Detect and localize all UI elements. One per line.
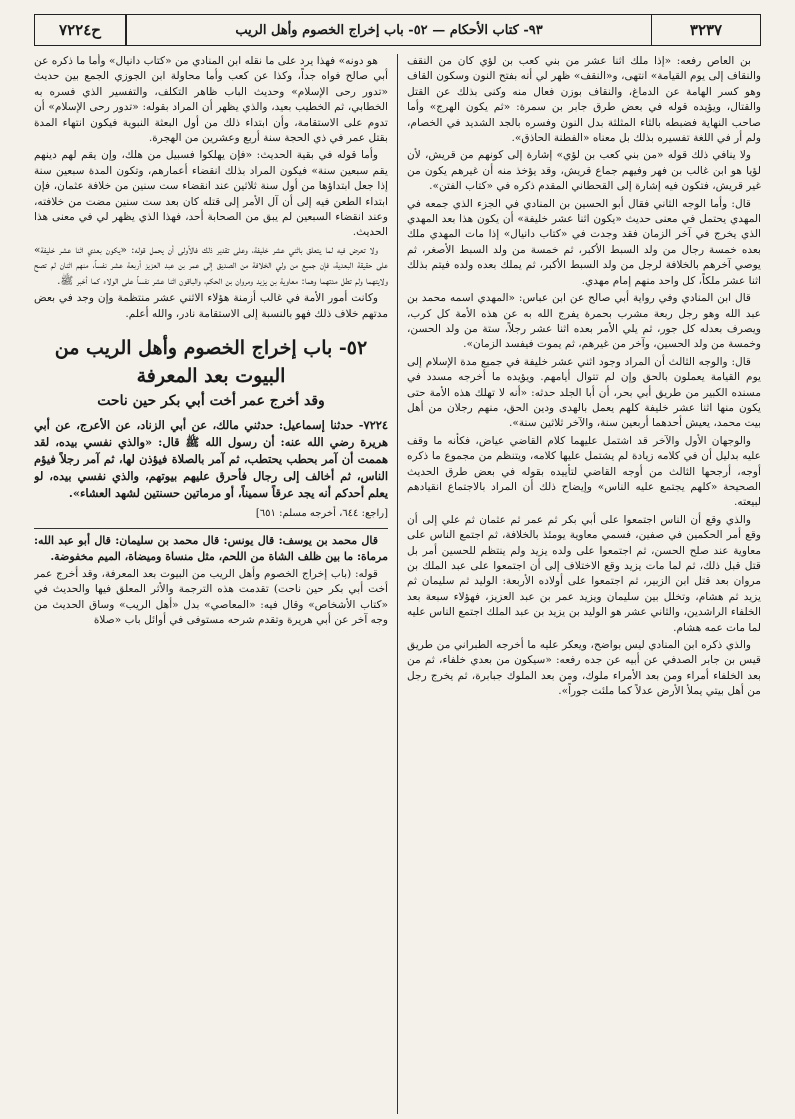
paragraph: وأما قوله في بقية الحديث: «فإن يهلكوا فسبيل من هلك، وإن يقم لهم دينهم يقم سبعين سنة» فيكون المراد بذلك انقضاء أعمارهم، وتكون المدة سبعين سنة إذا جعل ابتداؤها من أول سنة ثلاثين عند انقضاء ست سنين من خلافة عثمان، فإن ابتداء الطعن فيه إلى أن آل الأمر إلى قتله كان بعد ست سنين مضت من خلافته، وعند انقضاء السبعين لم يبق من الصحابة أحد، فهذا الذي يظهر لي في معنى هذا الحديث. (34, 149, 388, 239)
paragraph: قال: والوجه الثالث أن المراد وجود اثني عشر خليفة في جميع مدة الإسلام إلى يوم القيامة يعملون بالحق وإن لم تتوال أيامهم. ويؤيده ما أخرجه مسدد في مسنده الكبير من طريق أبي بحر، أن أبا الجلد حدثه: «أنه لا تهلك هذه الأمة حتى يكون منها اثنا عشر خليفة كلهم يعمل بالهدى ودين الحق، منهم رجلان من أهل بيت محمد، يعيش أحدهما أربعين سنة، والآخر ثلاثين سنة». (407, 355, 761, 430)
note: قال محمد بن يوسف: قال يونس: قال محمد بن سليمان: قال أبو عبد الله: مرماة: ما بين ظلف الشاة من اللحم، مثل منساة وميضاة، الميم مخفوضة. (34, 533, 388, 563)
divider-rule (34, 528, 388, 529)
paragraph: وكانت أمور الأمة في غالب أزمنة هؤلاء الاثني عشر منتظمة وإن وجد في بعض مدتهم خلاف ذلك فهو بالنسبة إلى الاستقامة نادر، والله أعلم. (34, 292, 388, 320)
page-header (34, 14, 761, 46)
running-title: ٩٣- كتاب الأحكام — ٥٢- باب إخراج الخصوم وأهل الريب (126, 15, 651, 45)
paragraph: ولا تعرض فيه لما يتعلق باثني عشر خليفة، وعلى تقدير ذلك فالأولى أن يحمل قوله: «يكون بعدي اثنا عشر خليفة» على حقيقة البعدية، فإن جميع من ولي الخلافة من الصديق إلى عمر بن عبد العزيز أربعة عشر نفساً، منهم اثنان لم تصح ولايتهما ولم تطل مدتهما وهما: معاوية بن يزيد ومروان بن الحكم، والباقون اثنا عشر نفساً على الولاء كما أخبر ﷺ. (34, 243, 388, 287)
column-divider (397, 54, 398, 1114)
chapter-title: ٥٢- باب إخراج الخصوم وأهل الريب من البيوت بعد المعرفة (54, 336, 368, 387)
commentary: قوله: (باب إخراج الخصوم وأهل الريب من البيوت بعد المعرفة، وقد أخرج عمر أخت أبي بكر حين ناحت) تقدمت هذه الترجمة والأثر المعلق فيها والحديث في «كتاب الأشخاص» وقال فيه: «المعاصي» بدل «أهل الريب» وساق الحديث من وجه آخر عن أبي هريرة وتقدم شرحه مستوفى في أوائل باب «صلاة (34, 567, 388, 626)
paragraph: قال: وأما الوجه الثاني فقال أبو الحسين بن المنادي في الجزء الذي جمعه في المهدي يحتمل في معنى حديث «يكون اثنا عشر خليفة» أن يكون هذا بعد المهدي الذي يخرج في آخر الزمان فقد وجدت في «كتاب دانيال» إذا مات المهدي ملك بعده خمسة رجال من ولد السبط الأكبر، ثم خمسة من ولد السبط الأصغر، ثم يوصي آخرهم بالخلافة لرجل من ولد السبط الأكبر، ثم يملك بعده ولده فيتم بذلك اثنا عشر ملكاً، كل واحد منهم إمام مهدي. (407, 197, 761, 287)
hadith-text: ٧٢٢٤- حدثنا إسماعيل: حدثني مالك، عن أبي الزناد، عن الأعرج، عن أبي هريرة رضي الله عنه: أن رسول الله ﷺ قال: «والذي نفسي بيده، لقد هممت أن آمر بحطب يحتطب، ثم آمر بالصلاة فيؤذن لها، ثم آمر رجلاً فيؤم الناس، ثم أخالف إلى رجال فأحرق عليهم بيوتهم، والذي نفسي بيده، لو يعلم أحدكم أنه يجد عرقاً سميناً، أو مرماتين حسنتين لشهد العشاء». (34, 418, 388, 501)
page-number: ٣٢٣٧ (651, 15, 760, 45)
paragraph: هو دونه» فهذا يرد على ما نقله ابن المنادي من «كتاب دانيال» وأما ما ذكره عن أبي صالح فواه جداً، وكذا عن كعب وأما محاولة ابن الجوزي الجمع بين حديث «تدور رحى الإسلام» وحديث الباب ظاهر التكلف، والتفسير الذي فسره به الخطابي، ثم الخطيب بعيد، والذي يظهر أن المراد بقوله: «تدور رحى الإسلام» أن تدوم على الاستقامة، وأن ابتداء ذلك من أول البعثة النبوية فيكون انتهاء المدة بقتل عمر في ذي الحجة سنة أربع وعشرين من الهجرة. (34, 55, 388, 145)
paragraph: ولا ينافي ذلك قوله «من بني كعب بن لؤي» إشارة إلى كونهم من قريش، لأن لؤيا هو ابن غالب بن فهر وفيهم جماع قريش، وقد يؤخذ منه أن غيرهم يكون من غير قريش، فتكون فيه إشارة إلى القحطاني المقدم ذكره في «كتاب الفتن». (407, 149, 761, 193)
text-columns (34, 54, 761, 1114)
left-column (34, 54, 388, 1114)
paragraph: بن العاص رفعه: «إذا ملك اثنا عشر من بني كعب بن لؤي كان من النقف والنقاف إلى يوم القيامة» انتهى، و«النقف» ظهر لي أنه بفتح النون وسكون القاف وهو كسر الهامة عن الدماغ، والنقاف بوزن فعال منه وكنى بذلك عن القتل والقتال، ويؤيده قوله في بعض طرق جابر بن سمرة: «ثم يكون الهرج» وأما صاحب النهاية فضبطه بالثاء المثلثة بدل النون وفسره بالجد الشديد في الخصام، ولم أر في اللغة تفسيره بذلك بل معناه «الفطنة الحاذق». (407, 55, 761, 145)
chapter-subtitle: وقد أخرج عمر أخت أبي بكر حين ناحت (97, 392, 325, 409)
right-column (407, 54, 761, 1114)
paragraph: والوجهان الأول والآخر قد اشتمل عليهما كلام القاضي عياض، فكأنه ما وقف عليه بدليل أن في كلامه زيادة لم يشتمل عليها كلامه، ويتنظم من مجموع ما ذكره أوجه، أرجحها الثالث من أوجه القاضي لتأييده بقوله في بعض طرق الحديث الصحيحة «كلهم يجتمع عليه الناس» وإيضاح ذلك أن المراد بالاجتماع انقيادهم لبيعته. (407, 434, 761, 509)
paragraph: والذي ذكره ابن المنادي ليس بواضح، ويعكر عليه ما أخرجه الطبراني من طريق قيس بن جابر الصدفي عن أبيه عن جده رفعه: «سيكون من بعدي خلفاء، ثم من بعد الخلفاء أمراء ومن بعد الأمراء ملوك، ومن بعد الملوك جبابرة، ثم يخرج رجل من أهل بيتي يملأ الأرض عدلاً كما ملئت جوراً». (407, 639, 761, 698)
hadith-number-header: ح٧٢٢٤ (35, 15, 126, 45)
paragraph: قال ابن المنادي وفي رواية أبي صالح عن ابن عباس: «المهدي اسمه محمد بن عبد الله وهو رجل ربعة مشرب بحمرة يفرج الله به عن هذه الأمة كل كرب، ويصرف بعدله كل جور، ثم يلي الأمر بعده اثنا عشر رجلاً، ستة من ولد الحسن، وخمسة من ولد الحسين، وآخر من غيرهم، ثم يموت فيفسد الزمان». (407, 292, 761, 351)
paragraph: والذي وقع أن الناس اجتمعوا على أبي بكر ثم عمر ثم عثمان ثم علي إلى أن وقع أمر الحكمين في صفين، فسمي معاوية يومئذ بالخلافة، ثم اجتمع الناس على معاوية عند صلح الحسن، ثم اجتمعوا على ولده يزيد ولم ينتظم للحسين أمر بل قتل قبل ذلك، ثم لما مات يزيد وقع الاختلاف إلى أن اجتمعوا على عبد الملك بن مروان بعد قتل ابن الزبير، ثم اجتمعوا على أولاده الأربعة: الوليد ثم سليمان ثم يزيد ثم هشام، وتخلل بين سليمان ويزيد عمر بن عبد العزيز، فهؤلاء سبعة بعد الخلفاء الراشدين، والثاني عشر هو الوليد بن يزيد بن عبد الملك اجتمع الناس عليه لما مات عمه هشام. (407, 513, 761, 634)
hadith-reference: [راجع: ٦٤٤، أخرجه مسلم: ٦٥١] (255, 508, 388, 520)
